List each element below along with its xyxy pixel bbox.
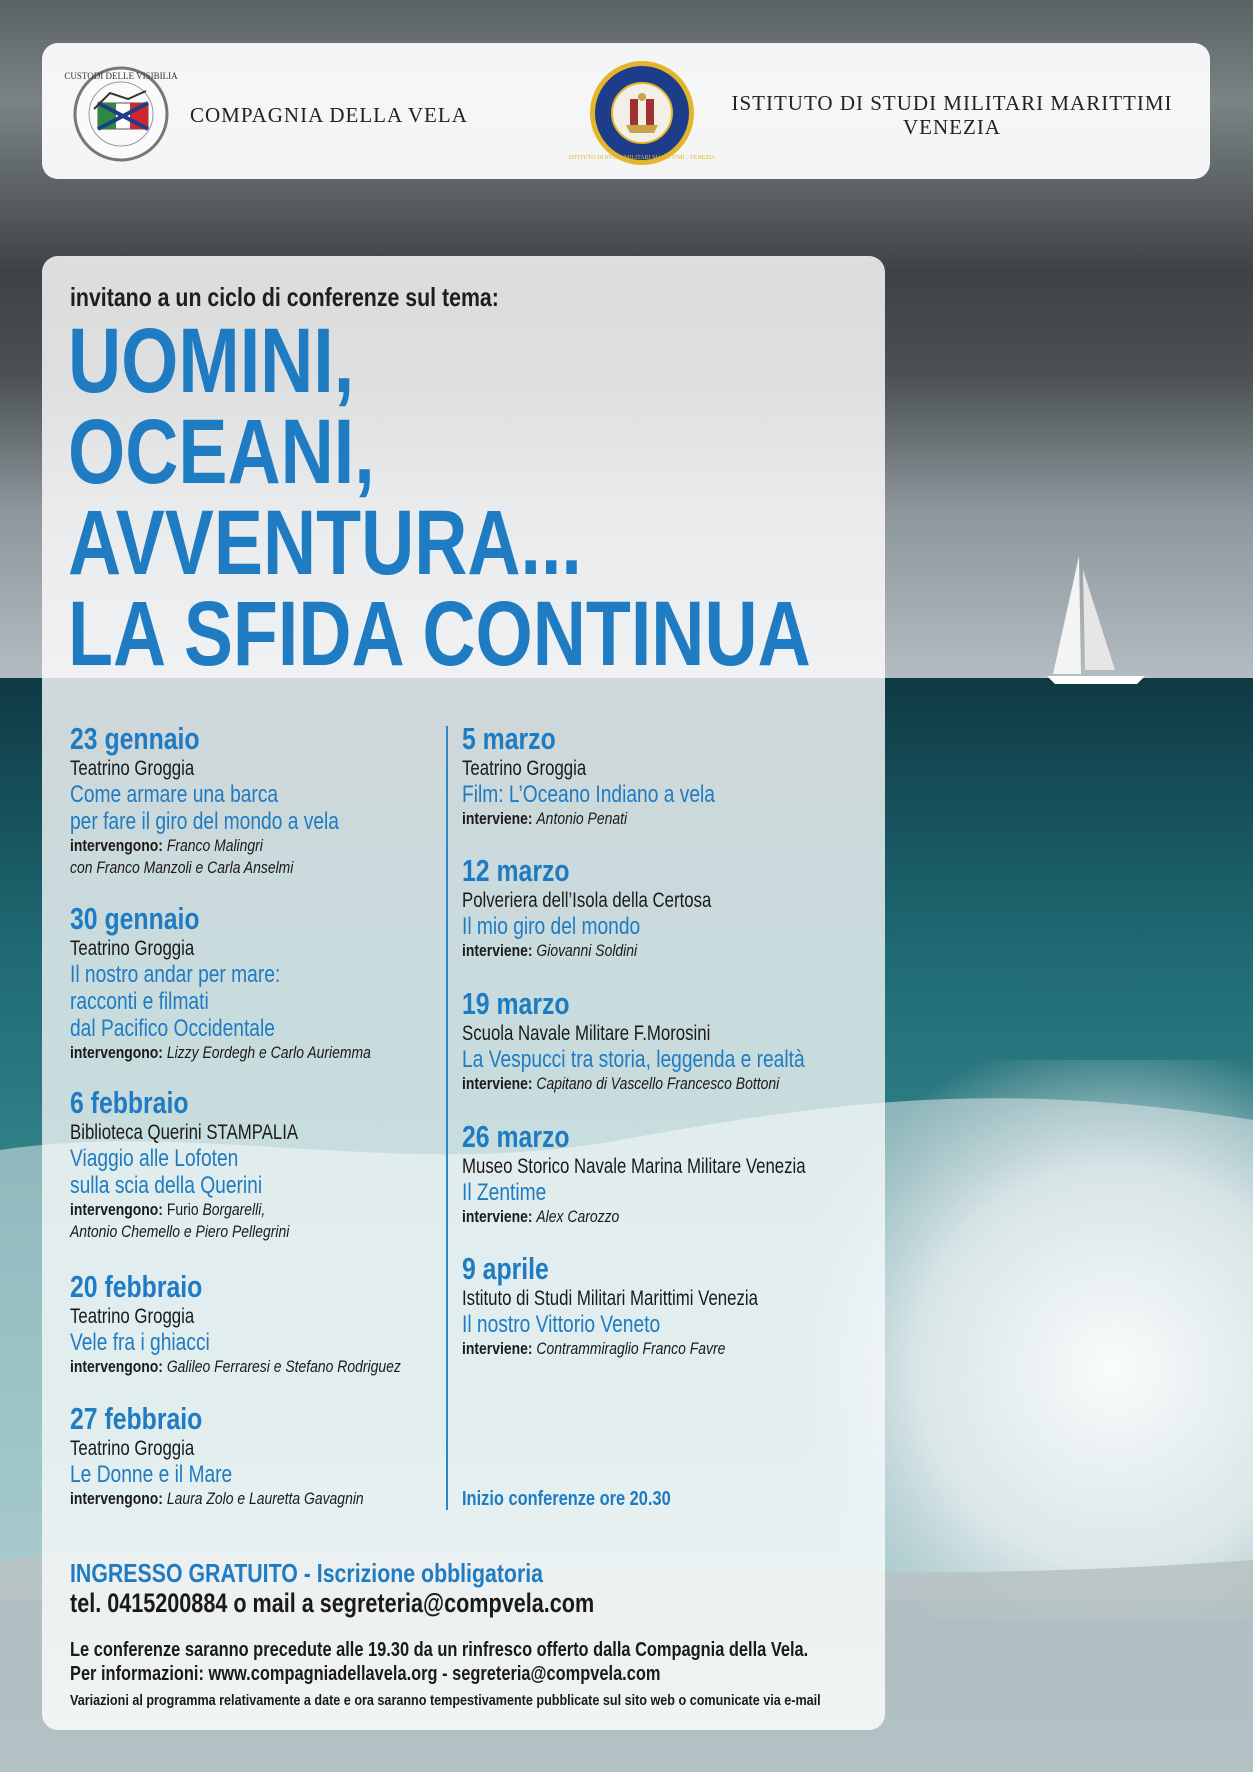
program-changes-note: Variazioni al programma relativamente a date e ora saranno tempestivamente pubblicate sul sito web o comunicate via e-mail bbox=[70, 1692, 821, 1709]
event-date: 6 febbraio bbox=[70, 1085, 189, 1120]
event-speakers bbox=[70, 1042, 371, 1064]
title-line-3: AVVENTURA... bbox=[68, 492, 582, 594]
title-line-2: OCEANI, bbox=[68, 401, 375, 503]
event-speakers bbox=[70, 857, 346, 879]
event-talk-line: Il nostro andar per mare: bbox=[70, 961, 281, 988]
speaker-names: Galileo Ferraresi e Stefano Rodriguez bbox=[166, 1357, 401, 1376]
event-date: 23 gennaio bbox=[70, 721, 200, 756]
event-venue: Scuola Navale Militare F.Morosini bbox=[462, 1022, 711, 1045]
intro-text: invitano a un ciclo di conferenze sul tema: bbox=[70, 282, 499, 312]
content-panel bbox=[42, 256, 885, 1730]
istituto-name-line2: VENEZIA bbox=[903, 115, 1001, 139]
event-venue: Teatrino Groggia bbox=[70, 1305, 195, 1328]
speaker-names: Capitano di Vascello Francesco Bottoni bbox=[536, 1074, 780, 1093]
event-item bbox=[462, 854, 774, 962]
event-talk-line: racconti e filmati bbox=[70, 988, 209, 1015]
event-speakers bbox=[462, 1206, 814, 1228]
event-date: 9 aprile bbox=[462, 1251, 549, 1286]
event-talk-line: Il mio giro del mondo bbox=[462, 913, 641, 940]
speakers-label: interviene: bbox=[462, 1207, 533, 1226]
column-divider bbox=[446, 726, 448, 1510]
event-item bbox=[70, 902, 437, 1064]
event-talk-line: sulla scia della Querini bbox=[70, 1172, 263, 1199]
poster-title bbox=[68, 310, 811, 685]
istituto-seal-logo bbox=[568, 59, 716, 167]
event-date: 30 gennaio bbox=[70, 901, 200, 936]
speakers-label: interviene: bbox=[462, 941, 533, 960]
istituto-name-line1: ISTITUTO DI STUDI MILITARI MARITTIMI bbox=[731, 91, 1173, 115]
event-talk-line: Come armare una barca bbox=[70, 781, 279, 808]
event-speakers bbox=[70, 835, 346, 857]
event-speakers bbox=[70, 1199, 304, 1221]
event-speakers bbox=[70, 1356, 401, 1378]
event-item bbox=[462, 1120, 892, 1228]
event-venue: Teatrino Groggia bbox=[70, 757, 195, 780]
event-item bbox=[462, 1252, 832, 1360]
speakers-label: intervengono: bbox=[70, 1489, 163, 1508]
event-date: 19 marzo bbox=[462, 986, 570, 1021]
event-date: 20 febbraio bbox=[70, 1269, 203, 1304]
event-speakers bbox=[70, 1488, 364, 1510]
speakers-label: interviene: bbox=[462, 1339, 533, 1358]
event-venue: Teatrino Groggia bbox=[70, 937, 195, 960]
event-speakers bbox=[462, 940, 718, 962]
event-talk-line: Film: L’Oceano Indiano a vela bbox=[462, 781, 715, 808]
header-bar bbox=[42, 43, 1210, 179]
speaker-first-name: Furio bbox=[166, 1200, 203, 1219]
event-item bbox=[70, 1402, 428, 1510]
compagnia-della-vela-logo bbox=[64, 63, 178, 165]
event-speakers bbox=[462, 1073, 813, 1095]
event-talk-line: per fare il giro del mondo a vela bbox=[70, 808, 339, 835]
event-speakers bbox=[70, 1221, 304, 1243]
speakers-label: interviene: bbox=[462, 1074, 533, 1093]
event-speakers bbox=[462, 1338, 765, 1360]
event-talk-line: dal Pacifico Occidentale bbox=[70, 1015, 275, 1042]
contact-info: tel. 0415200884 o mail a segreteria@compvela.com bbox=[70, 1588, 595, 1618]
free-entry-notice: INGRESSO GRATUITO - Iscrizione obbligatoria bbox=[70, 1558, 544, 1588]
event-talk-line: Vele fra i ghiacci bbox=[70, 1329, 210, 1356]
speakers-label: intervengono: bbox=[70, 1357, 163, 1376]
event-venue: Biblioteca Querini STAMPALIA bbox=[70, 1121, 299, 1144]
event-date: 26 marzo bbox=[462, 1119, 570, 1154]
event-item bbox=[70, 722, 406, 879]
event-talk-line: Il Zentime bbox=[462, 1179, 547, 1206]
event-item bbox=[462, 722, 778, 830]
event-venue: Polveriera dell’Isola della Certosa bbox=[462, 889, 712, 912]
event-talk-line: Il nostro Vittorio Veneto bbox=[462, 1311, 661, 1338]
event-talk-line: La Vespucci tra storia, leggenda e realtà bbox=[462, 1046, 805, 1073]
speaker-names: Alex Carozzo bbox=[536, 1207, 620, 1226]
event-item bbox=[70, 1086, 355, 1243]
speakers-label: intervengono: bbox=[70, 1200, 163, 1219]
title-line-1: UOMINI, bbox=[68, 310, 355, 412]
speaker-names: Giovanni Soldini bbox=[536, 941, 638, 960]
speakers-label: intervengono: bbox=[70, 1043, 163, 1062]
reception-note: Le conferenze saranno precedute alle 19.30 da un rinfresco offerto dalla Compagnia della Vela. bbox=[70, 1639, 809, 1661]
speaker-names: Contrammiraglio Franco Favre bbox=[536, 1339, 726, 1358]
speaker-names: Antonio Penati bbox=[536, 809, 628, 828]
event-date: 5 marzo bbox=[462, 721, 556, 756]
event-talk-line: Viaggio alle Lofoten bbox=[70, 1145, 239, 1172]
start-time-note: Inizio conferenze ore 20.30 bbox=[462, 1488, 671, 1510]
compagnia-della-vela-name: COMPAGNIA DELLA VELA bbox=[190, 103, 468, 127]
speakers-label: interviene: bbox=[462, 809, 533, 828]
right-logo-ring-text: ISTITUTO DI STUDI MILITARI MARITTIMI · VENEZIA bbox=[568, 155, 716, 161]
speaker-names: Borgarelli, bbox=[202, 1200, 266, 1219]
speaker-names: con Franco Manzoli e Carla Anselmi bbox=[70, 858, 294, 877]
event-venue: Museo Storico Navale Marina Militare Venezia bbox=[462, 1155, 806, 1178]
event-item bbox=[462, 987, 890, 1095]
speaker-names: Laura Zolo e Lauretta Gavagnin bbox=[166, 1489, 364, 1508]
speaker-names: Antonio Chemello e Piero Pellegrini bbox=[70, 1222, 290, 1241]
speaker-names: Lizzy Eordegh e Carlo Auriemma bbox=[166, 1043, 371, 1062]
info-link[interactable]: Per informazioni: www.compagniadellavela.org - segreteria@compvela.com bbox=[70, 1663, 661, 1685]
event-talk-line: Le Donne e il Mare bbox=[70, 1461, 233, 1488]
speaker-names: Franco Malingri bbox=[166, 836, 263, 855]
event-venue: Teatrino Groggia bbox=[462, 757, 587, 780]
event-date: 27 febbraio bbox=[70, 1401, 203, 1436]
event-venue: Teatrino Groggia bbox=[70, 1437, 195, 1460]
event-date: 12 marzo bbox=[462, 853, 570, 888]
title-line-4: LA SFIDA CONTINUA bbox=[68, 583, 811, 685]
istituto-name bbox=[708, 91, 1196, 139]
event-speakers bbox=[462, 808, 721, 830]
speakers-label: intervengono: bbox=[70, 836, 163, 855]
left-logo-ring-text: CUSTODI DELLE VISIBILIA bbox=[64, 71, 178, 81]
event-venue: Istituto di Studi Militari Marittimi Venezia bbox=[462, 1287, 758, 1310]
event-item bbox=[70, 1270, 473, 1378]
